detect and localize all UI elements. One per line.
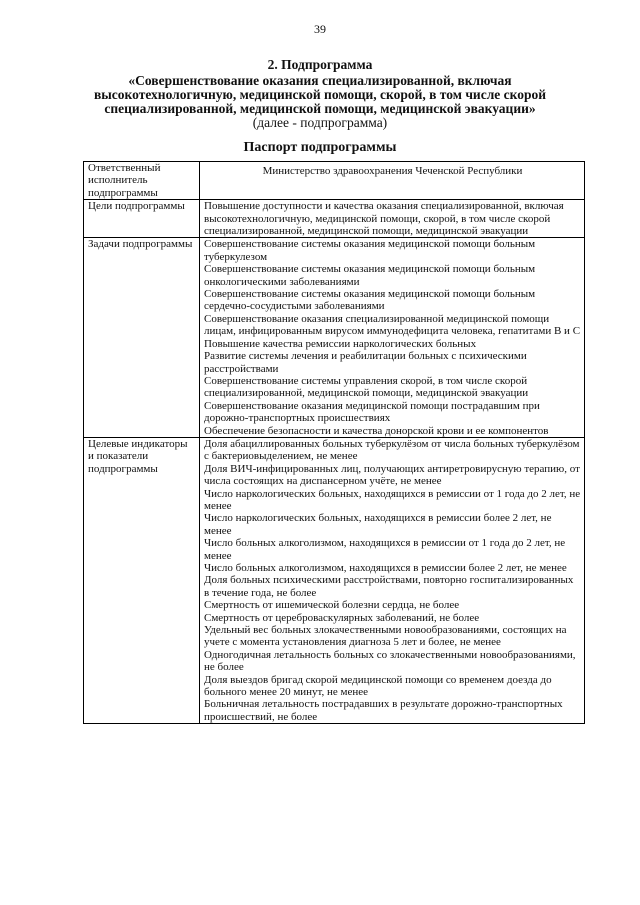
list-item: Министерство здравоохранения Чеченской Республики (262, 165, 523, 177)
row-label: Цели подпрограммы (84, 200, 200, 238)
list-item: Совершенствование системы оказания медицинской помощи больным сердечно-сосудистыми заболеваниями (204, 288, 536, 313)
list-item: Число наркологических больных, находящихся в ремиссии от 1 года до 2 лет, не менее (204, 487, 581, 512)
list-item: Совершенствование системы оказания медицинской помощи больным туберкулезом (204, 238, 536, 263)
row-value (200, 238, 585, 438)
list-item: Совершенствование оказания медицинской помощи пострадавшим при дорожно-транспортных происшествиях (204, 399, 540, 425)
list-item: Совершенствование оказания специализированной медицинской помощи лицам, инфицированным вирусом иммунодефицита человека, гепатитами В и С (204, 312, 581, 338)
row-tasks (84, 238, 585, 438)
subprogram-title (90, 74, 550, 130)
row-label: Задачи подпрограммы (84, 238, 200, 438)
list-item: Одногодичная летальность больных со злокачественными новообразованиями, не более (204, 648, 576, 674)
list-item: Доля ВИЧ-инфицированных лиц, получающих антиретровирусную терапию, от числа состоящих на диспансерном учёте, не менее (204, 462, 580, 488)
subprogram-title-suffix: (далее - подпрограмма) (252, 115, 388, 130)
list-item: Больничная летальность пострадавших в результате дорожно-транспортных происшествий, не более (204, 698, 563, 723)
passport-title: Паспорт подпрограммы (243, 140, 397, 155)
list-item: Число наркологических больных, находящихся в ремиссии более 2 лет, не менее (204, 512, 552, 537)
passport-table (83, 161, 585, 724)
row-label: Ответственный исполнитель подпрограммы (84, 162, 200, 200)
row-goals (84, 200, 585, 238)
row-value (200, 437, 585, 723)
list-item: Совершенствование системы управления скорой, в том числе скорой специализированной, медицинской помощи, медицинской эвакуации (204, 374, 529, 400)
row-label: Целевые индикаторы и показатели подпрограммы (84, 437, 200, 723)
list-item: Доля больных психическими расстройствами, повторно госпитализированных в течение года, не более (204, 574, 574, 599)
section-heading (90, 58, 550, 130)
list-item: Развитие системы лечения и реабилитации больных с психическими расстройствами (204, 350, 527, 375)
list-item: Повышение доступности и качества оказания специализированной, включая высокотехнологичную, медицинской помощи, скорой, в том числе скорой специализированной, медицинской помощи, медицинской эвакуации (204, 200, 564, 238)
row-value (200, 162, 585, 200)
page-number: 39 (314, 22, 326, 36)
list-item: Обеспечение безопасности и качества донорской крови и ее компонентов (204, 424, 549, 437)
subprogram-number: 2. Подпрограмма (267, 57, 373, 72)
row-indicators (84, 437, 585, 723)
subprogram-title-bold: «Совершенствование оказания специализированной, включая высокотехнологичную, медицинской помощи, скорой, в том числе скорой специализированной, медицинской помощи, медицинской эвакуации» (93, 73, 547, 116)
list-item: Смертность от ишемической болезни сердца, не более (204, 599, 460, 612)
list-item: Доля выездов бригад скорой медицинской помощи со временем доезда до больного менее 20 минут, не менее (204, 673, 552, 699)
row-responsible (84, 162, 585, 200)
list-item: Доля абациллированных больных туберкулёзом от числа больных туберкулёзом с бактериовыделением, не менее (204, 437, 580, 463)
passport-table-body (84, 162, 585, 724)
list-item: Число больных алкоголизмом, находящихся в ремиссии от 1 года до 2 лет, не менее (204, 537, 566, 562)
list-item: Совершенствование системы оказания медицинской помощи больным онкологическими заболеваниями (204, 263, 536, 288)
list-item: Смертность от цереброваскулярных заболеваний, не более (204, 611, 480, 624)
list-item: Число больных алкоголизмом, находящихся в ремиссии более 2 лет, не менее (204, 562, 567, 574)
list-item: Удельный вес больных злокачественными новообразованиями, состоящих на учете с момента установления диагноза 5 лет и более, не менее (204, 624, 567, 649)
list-item: Повышение качества ремиссии наркологических больных (204, 337, 477, 350)
row-value (200, 200, 585, 238)
